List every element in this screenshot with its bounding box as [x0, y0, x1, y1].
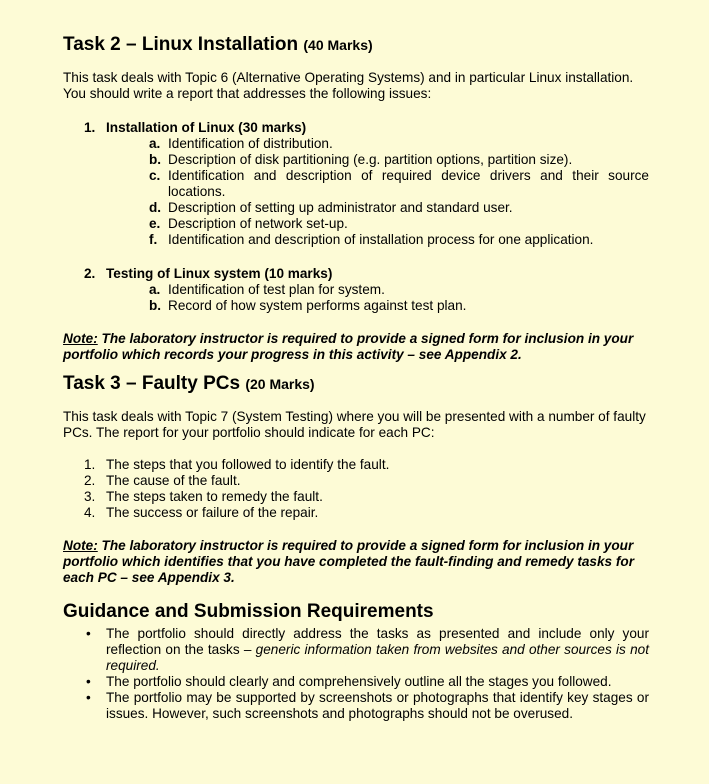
task3-intro: This task deals with Topic 7 (System Testing) where you will be presented with a number of faulty PCs. The report for your portfolio should indicate for each PC:	[63, 409, 646, 440]
task2-marks: (40 Marks)	[303, 37, 373, 53]
item-letter: c.	[149, 168, 161, 183]
item-text: The cause of the fault.	[106, 473, 241, 488]
item-number: 1.	[84, 120, 96, 135]
task2-heading	[63, 34, 649, 56]
item-text: The success or failure of the repair.	[106, 505, 319, 520]
list-item	[84, 457, 649, 473]
task2-sublist	[106, 136, 649, 248]
item-text: The portfolio should clearly and comprehensively outline all the stages you followed.	[106, 674, 612, 689]
list-item	[149, 232, 649, 248]
item-text: Identification and description of installation process for one application.	[168, 232, 594, 247]
task2-sublist	[106, 282, 649, 314]
item-italic-text: generic information taken from websites and other sources is not required.	[106, 642, 649, 673]
note-label: Note:	[63, 331, 98, 346]
task2-item	[84, 120, 649, 266]
list-item	[149, 200, 649, 216]
item-number: 1.	[84, 457, 96, 472]
item-title: Installation of Linux (30 marks)	[106, 120, 307, 135]
list-item	[84, 489, 649, 505]
note-text: The laboratory instructor is required to provide a signed form for inclusion in your portfolio which identifies that you have completed the fault-finding and remedy tasks for each PC – see Appendix 3.	[63, 538, 634, 585]
item-letter: d.	[149, 200, 162, 215]
item-text: The steps taken to remedy the fault.	[106, 489, 323, 504]
item-text: Description of setting up administrator and standard user.	[168, 200, 513, 215]
list-item	[86, 690, 649, 722]
item-letter: f.	[149, 232, 158, 247]
item-text: Description of network set-up.	[168, 216, 348, 231]
item-text: The steps that you followed to identify the fault.	[106, 457, 390, 472]
item-title: Testing of Linux system (10 marks)	[106, 266, 333, 281]
task3-title: Task 3 – Faulty PCs	[63, 373, 241, 394]
list-item	[149, 136, 649, 152]
list-item	[149, 298, 649, 314]
list-item	[149, 152, 649, 168]
task3-heading	[63, 373, 649, 395]
task2-intro: This task deals with Topic 6 (Alternative Operating Systems) and in particular Linux installation. You should write a report that addresses the following issues:	[63, 70, 634, 101]
item-letter: e.	[149, 216, 161, 231]
task3-list	[63, 457, 649, 521]
list-item	[86, 626, 649, 674]
item-letter: a.	[149, 136, 161, 151]
guidance-heading: Guidance and Submission Requirements	[63, 601, 434, 622]
list-item	[149, 216, 649, 232]
list-item	[149, 282, 649, 298]
bullet-icon: •	[86, 674, 91, 689]
guidance-list	[63, 626, 649, 722]
task2-item	[84, 266, 649, 314]
list-item	[84, 505, 649, 521]
item-text: Record of how system performs against test plan.	[168, 298, 467, 313]
note-label: Note:	[63, 538, 98, 553]
item-text: The portfolio may be supported by screenshots or photographs that identify key stages or issues. However, such screenshots and photographs should not be overused.	[106, 690, 649, 721]
task3-note	[63, 538, 649, 586]
item-number: 2.	[84, 473, 96, 488]
item-text: The portfolio should directly address the tasks as presented and include only your reflection on the tasks –	[106, 626, 649, 657]
note-text: The laboratory instructor is required to provide a signed form for inclusion in your portfolio which records your progress in this activity – see Appendix 2.	[63, 331, 634, 362]
item-number: 4.	[84, 505, 96, 520]
item-number: 3.	[84, 489, 96, 504]
task3-marks: (20 Marks)	[245, 376, 315, 392]
task2-note	[63, 331, 649, 363]
item-number: 2.	[84, 266, 96, 281]
list-item	[149, 168, 649, 200]
item-letter: a.	[149, 282, 161, 297]
task2-list	[63, 120, 649, 314]
bullet-icon: •	[86, 626, 91, 641]
item-letter: b.	[149, 152, 162, 167]
list-item	[84, 473, 649, 489]
task2-title: Task 2 – Linux Installation	[63, 34, 299, 55]
item-text: Identification of test plan for system.	[168, 282, 385, 297]
item-text: Description of disk partitioning (e.g. partition options, partition size).	[168, 152, 573, 167]
item-text: Identification and description of required device drivers and their source locations.	[168, 168, 649, 199]
item-text: Identification of distribution.	[168, 136, 333, 151]
item-letter: b.	[149, 298, 162, 313]
list-item	[86, 674, 649, 690]
bullet-icon: •	[86, 690, 91, 705]
